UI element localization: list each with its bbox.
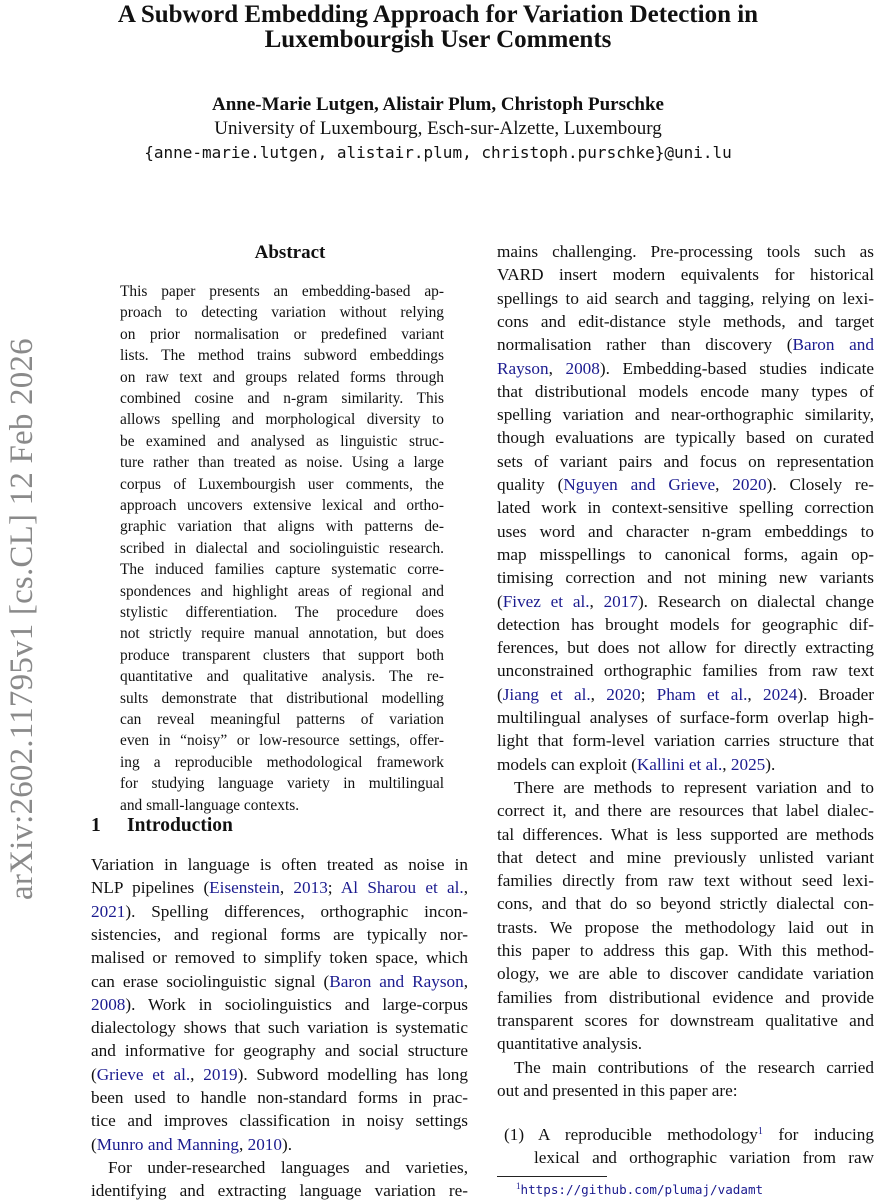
citation-link[interactable]: Nguyen and Grieve	[563, 475, 716, 494]
body-text-line	[497, 869, 874, 893]
body-text-line	[91, 923, 468, 947]
body-text-line	[91, 1109, 468, 1133]
text-span: ,	[463, 971, 469, 991]
text-span: though evaluations are typically based on curated	[497, 428, 874, 448]
footnote-number: 1	[516, 1181, 521, 1191]
body-text-line	[497, 310, 874, 334]
body-text-line	[497, 659, 874, 683]
text-span: out and presented in this paper are:	[497, 1080, 738, 1100]
abstract-heading: Abstract	[254, 242, 326, 263]
text-span: trasts. We propose the methodology laid out in	[497, 917, 874, 937]
body-text-line	[91, 993, 468, 1017]
text-span: ). Broader	[797, 684, 874, 704]
text-span: There are methods to represent variation and to	[514, 777, 874, 797]
paper-title-line-2: Luxembourgish User Comments	[264, 26, 612, 53]
text-span: uses word and character n-gram embeddings to	[497, 521, 874, 541]
citation-link[interactable]: 2021	[91, 901, 126, 921]
text-span: quality (	[497, 475, 564, 494]
citation-link[interactable]: Eisenstein	[209, 878, 280, 898]
text-span: that detect and mine previously unlisted variant	[497, 847, 874, 867]
abstract-line: lists. The method trains subword embeddings	[120, 347, 444, 365]
text-span: can erase sociolinguistic signal (	[91, 971, 330, 991]
citation-link[interactable]: Fivez et al.	[502, 591, 590, 611]
abstract-line: on prior normalisation or predefined variant	[120, 325, 444, 343]
text-span: (	[497, 591, 503, 611]
footnote-url-link[interactable]: https://github.com/plumaj/vadamt	[520, 1182, 764, 1198]
body-text-line	[497, 333, 874, 357]
text-span: models can exploit (	[497, 754, 637, 774]
text-span: ). Research on dialectal change	[637, 591, 874, 611]
text-span: ology, we are able to discover candidate variation	[497, 964, 874, 984]
text-span: spelling variation and near-orthographic similarity,	[497, 405, 874, 425]
text-span: dialectology shows that such variation is systematic	[91, 1018, 468, 1038]
body-text-line	[497, 613, 874, 637]
text-span: tal differences. What is less supported are methods	[497, 824, 874, 844]
body-text-line	[497, 240, 874, 264]
text-span: (	[91, 1134, 97, 1154]
citation-link[interactable]: Munro and Manning	[96, 1134, 239, 1154]
text-span: been used to handle non-standard forms in prac-	[91, 1088, 468, 1107]
abstract-line: produce transparent clusters that support both	[120, 646, 444, 664]
text-span: ,	[590, 684, 607, 704]
body-text-line	[91, 1179, 468, 1203]
body-text-line	[497, 287, 874, 311]
body-text-line	[497, 753, 874, 777]
body-text-line	[91, 1156, 468, 1180]
body-text-line	[91, 946, 468, 970]
citation-link[interactable]: Kallini et al.	[636, 754, 723, 774]
body-text-line	[497, 683, 874, 707]
body-text-line	[91, 970, 468, 994]
citation-link[interactable]: Grieve et al.	[96, 1064, 191, 1084]
text-span: this paper to address this gap. With this method-	[497, 941, 874, 960]
text-span: that distributional models encode many types of	[497, 381, 874, 401]
abstract-line: even in “noisy” or low-resource settings, offer-	[120, 732, 444, 750]
abstract-line: quantitative and qualitative analysis. The re-	[120, 668, 444, 686]
text-span: lated work in context-sensitive spelling correction	[497, 498, 874, 518]
text-span: ).	[281, 1134, 292, 1154]
body-text-line	[91, 876, 468, 900]
text-span: (	[497, 684, 503, 704]
abstract-line: and small-language contexts.	[120, 796, 300, 814]
text-span: ;	[640, 684, 657, 704]
text-span: (	[91, 1064, 97, 1084]
body-text-line	[497, 776, 874, 800]
body-text-line	[497, 1009, 874, 1033]
body-text-line	[497, 380, 874, 404]
citation-link[interactable]: 2020	[606, 684, 641, 704]
contribution-item-1-line-2: lexical and orthographic variation from raw	[534, 1148, 874, 1167]
text-span: ). Embedding-based studies indicate	[599, 358, 874, 378]
body-text-line	[497, 357, 874, 381]
text-span: ,	[747, 684, 763, 704]
text-span: normalisation rather than discovery (	[497, 335, 793, 355]
text-span: correct it, and there are resources that label dialec-	[497, 801, 874, 821]
paper-title-line-1: A Subword Embedding Approach for Variation Detection in	[117, 1, 759, 28]
text-span: ). Work in sociolinguistics and large-corpus	[125, 994, 468, 1014]
text-span: ,	[589, 591, 604, 611]
text-span: malised or removed to simplify token space, which	[91, 948, 468, 968]
text-span: families directly from raw text without seed lexi-	[497, 871, 874, 891]
body-text-line	[497, 1079, 874, 1103]
arxiv-watermark: arXiv:2602.11795v1 [cs.CL] 12 Feb 2026	[4, 338, 40, 900]
citation-link[interactable]: 2025	[730, 754, 766, 774]
text-span: ,	[190, 1064, 204, 1084]
footnote-divider	[497, 1176, 607, 1177]
footnote-ref-1[interactable]: 1	[757, 1126, 763, 1137]
text-span: mains challenging. Pre-processing tools such as	[497, 242, 874, 261]
abstract-line: approach uncovers extensive lexical and ortho-	[120, 497, 444, 514]
text-span: cons and edit-distance style methods, and target	[497, 311, 874, 331]
text-span: ). Closely re-	[766, 475, 875, 494]
citation-link[interactable]: Jiang et al.	[502, 684, 591, 704]
footnote-1[interactable]	[516, 1181, 763, 1197]
text-span: ,	[279, 878, 294, 898]
section-title: Introduction	[127, 815, 233, 836]
text-span: ). Spelling differences, orthographic incon-	[125, 901, 468, 921]
body-text-line	[497, 939, 874, 963]
text-span: detection has brought models for geographic dif-	[497, 614, 874, 634]
body-text-line	[91, 900, 468, 924]
list-item-number: (1)	[504, 1125, 525, 1144]
text-span: ferences, but does not allow for directly extracting	[497, 638, 874, 658]
text-span: map misspellings to canonical forms, again op-	[497, 544, 874, 564]
body-text-line	[91, 1086, 468, 1110]
text-span: The main contributions of the research carried	[514, 1057, 874, 1077]
citation-link[interactable]: 2019	[203, 1064, 238, 1084]
text-span: and informative for geography and social structure	[91, 1041, 468, 1061]
citation-link[interactable]: Pham et al.	[656, 684, 748, 704]
body-text-line	[497, 1032, 874, 1056]
body-text-line	[91, 1016, 468, 1040]
body-text-line	[497, 892, 874, 916]
body-text-line	[497, 426, 874, 450]
text-span: spellings to aid search and tagging, relying on lexi-	[497, 288, 874, 308]
text-span: tice and improves classification in noisy settings	[91, 1111, 468, 1131]
text-span: quantitative analysis.	[497, 1034, 643, 1054]
body-text-line	[497, 846, 874, 870]
body-text-line	[497, 590, 874, 614]
abstract-line: sults demonstrate that distributional modelling	[120, 689, 444, 707]
text-span: ).	[765, 754, 776, 774]
abstract-line: spondences and highlight areas of regional and	[120, 582, 444, 600]
author-list: Anne-Marie Lutgen, Alistair Plum, Christoph Purschke	[212, 94, 664, 115]
body-text-line	[497, 729, 874, 753]
abstract-line: be examined and analysed as linguistic struc-	[120, 432, 444, 450]
abstract-line: allows spelling and morphological diversity to	[120, 411, 444, 429]
body-text-line	[497, 403, 874, 427]
abstract-line: This paper presents an embedding-based ap-	[120, 283, 444, 300]
abstract-line: stylistic differentiation. The procedure does	[120, 604, 444, 621]
text-span: unconstrained orthographic families from raw text	[497, 661, 874, 681]
text-span: light that form-level variation carries structure that	[497, 731, 874, 751]
affiliation: University of Luxembourg, Esch-sur-Alzette, Luxembourg	[214, 118, 662, 139]
citation-link[interactable]: Baron and Rayson	[329, 971, 464, 991]
text-span: Variation in language is often treated as noise in	[91, 855, 468, 874]
abstract-line: combined cosine and n-gram similarity. This	[120, 390, 444, 407]
abstract-line: proach to detecting variation without relying	[120, 304, 444, 322]
body-text-line	[497, 450, 874, 474]
body-text-line	[91, 1133, 468, 1157]
abstract-line: ing a reproducible methodological framework	[120, 753, 444, 771]
citation-link[interactable]: 2020	[732, 475, 767, 494]
body-text-line	[497, 543, 874, 567]
body-text-line	[497, 986, 874, 1010]
citation-link[interactable]: 2017	[603, 591, 638, 611]
citation-link[interactable]: 2024	[762, 684, 798, 704]
abstract-line: can reveal meaningful patterns of variation	[120, 711, 444, 728]
abstract-line: graphic variation that aligns with patterns de-	[120, 518, 444, 536]
body-text-line	[497, 799, 874, 823]
text-span: families from distributional evidence and provide	[497, 987, 874, 1007]
text-span: VARD insert modern equivalents for historical	[497, 265, 874, 285]
text-span: NLP pipelines (	[91, 878, 210, 898]
text-span: ,	[715, 475, 733, 494]
body-text-line	[91, 1039, 468, 1063]
text-span: cons, and that do so beyond strictly dialectal con-	[497, 894, 874, 914]
abstract-line: not strictly require manual annotation, but does	[120, 625, 444, 643]
citation-link[interactable]: Baron and	[792, 335, 874, 355]
text-span: ;	[327, 878, 341, 898]
list-item-text-cont: for inducing	[762, 1125, 874, 1144]
abstract-line: The induced families capture systematic corre-	[120, 561, 444, 579]
text-span: timising correction and not mining new variants	[497, 568, 874, 588]
citation-link[interactable]: Al Sharou et al.	[340, 878, 464, 898]
text-span: multilingual analyses of surface-form overlap high-	[497, 708, 874, 727]
citation-link[interactable]: 2008	[565, 358, 600, 378]
body-text-line	[497, 636, 874, 660]
text-span: ,	[463, 878, 469, 898]
citation-link[interactable]: 2010	[247, 1134, 282, 1154]
body-text-line	[497, 496, 874, 520]
list-item-text: A reproducible methodology	[538, 1125, 758, 1144]
text-span: For under-researched languages and varieties,	[108, 1157, 468, 1177]
abstract-line: ture rather than treated as noise. Using a large	[120, 454, 444, 472]
text-span: identifying and extracting language variation re-	[91, 1181, 468, 1201]
body-text-line	[497, 566, 874, 590]
citation-link[interactable]: Rayson	[497, 358, 549, 378]
body-text-line	[91, 853, 468, 877]
abstract-line: for studying language variety in multilingual	[120, 775, 444, 793]
body-text-line	[497, 916, 874, 940]
citation-link[interactable]: 2008	[91, 994, 126, 1014]
text-span: ). Subword modelling has long	[237, 1064, 468, 1084]
section-heading-introduction	[91, 815, 233, 837]
abstract-line: scribed in dialectal and sociolinguistic research.	[120, 539, 444, 557]
text-span: ,	[548, 358, 566, 378]
body-text-line	[497, 706, 874, 730]
citation-link[interactable]: 2013	[293, 878, 328, 898]
section-number: 1	[91, 815, 101, 836]
body-text-line	[497, 1056, 874, 1080]
text-span: ,	[722, 754, 731, 774]
abstract-line: corpus of Luxembourgish user comments, the	[120, 475, 444, 493]
text-span: transparent scores for downstream qualitative and	[497, 1010, 874, 1030]
contribution-item-1-line-1	[504, 1123, 874, 1147]
text-span: ,	[239, 1134, 248, 1154]
body-text-line	[497, 823, 874, 847]
body-text-line	[497, 473, 874, 497]
body-text-line	[497, 263, 874, 287]
author-emails[interactable]: {anne-marie.lutgen, alistair.plum, christoph.purschke}@uni.lu	[144, 143, 732, 162]
body-text-line	[497, 520, 874, 544]
body-text-line	[91, 1063, 468, 1087]
abstract-line: on raw text and groups related forms through	[120, 368, 444, 386]
text-span: sistencies, and regional forms are typically nor-	[91, 924, 468, 944]
text-span: sets of variant pairs and focus on representation	[497, 451, 874, 471]
body-text-line	[497, 962, 874, 986]
